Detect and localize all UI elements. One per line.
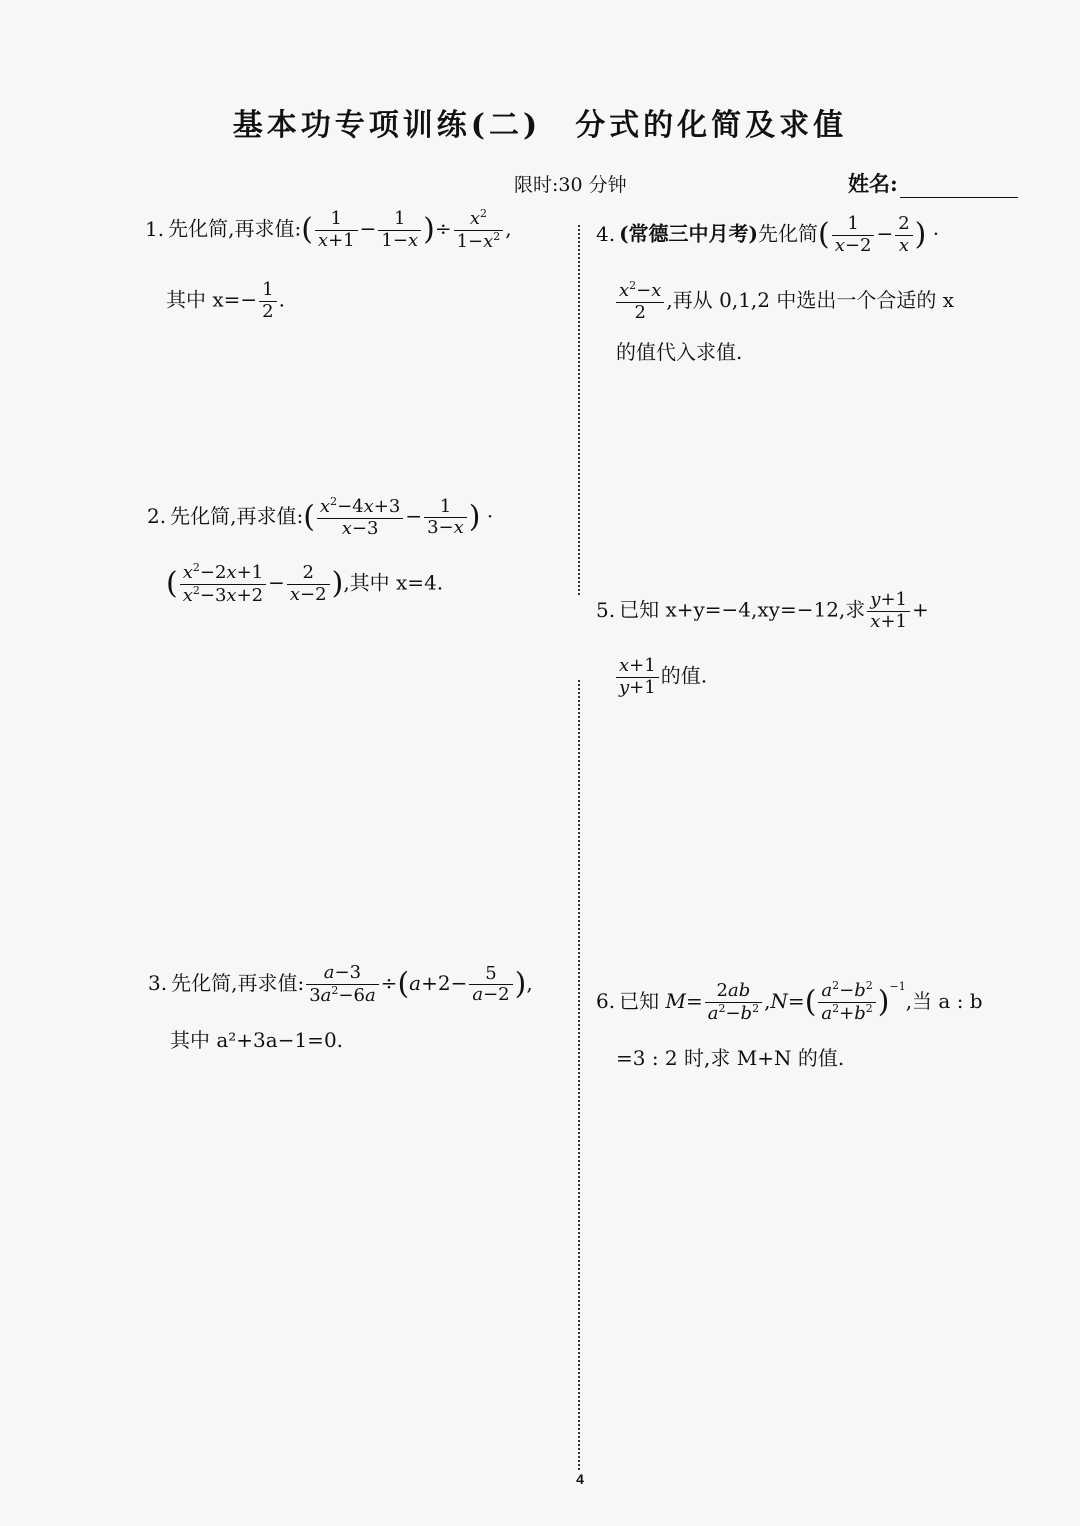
- question-6-line2: =3 : 2 时,求 M+N 的值.: [616, 1046, 845, 1070]
- title-series: 基本功专项训练(二): [232, 108, 542, 143]
- question-3: 3. 先化简,再求值: $\frac{a-3}{3a^2-6a}$ ÷(a+2− $\frac{5}{a-2}$ ),: [148, 962, 533, 1006]
- fraction: $\frac{x^2-2x+1}{x^2-3x+2}$: [180, 562, 266, 606]
- title-topic: 分式的化简及求值: [575, 108, 848, 143]
- fraction: $\frac{2ab}{a^2-b^2}$: [705, 981, 762, 1024]
- question-4: 4. (常德三中月考)先化简( $\frac{1}{x-2}$ − $\frac{2}{x}$ ) ·: [596, 213, 940, 256]
- column-divider-upper: [578, 225, 580, 595]
- question-1: 1. 先化简,再求值:( $\frac{1}{x+1}$ − $\frac{1}{1-x}$ )÷ $\frac{x^2}{1-x^2}$ ,: [145, 207, 512, 252]
- question-1-condition: 其中 x=− $\frac{1}{2}$ .: [166, 279, 285, 322]
- fraction: $\frac{x^2}{1-x^2}$: [454, 208, 504, 252]
- question-6: 6. 已知 M= $\frac{2ab}{a^2-b^2}$ ,N=( $\frac{a^2-b^2}{a^2+b^2}$ )$^{-1}$,当 a : b: [596, 979, 983, 1024]
- question-3-condition: 其中 a²+3a−1=0.: [170, 1028, 344, 1052]
- question-2-line2: ( $\frac{x^2-2x+1}{x^2-3x+2}$ − $\frac{2}{x-2}$ ),其中 x=4.: [166, 561, 444, 606]
- question-5-line2: $\frac{x+1}{y+1}$ 的值.: [614, 656, 707, 698]
- question-2: 2. 先化简,再求值:( $\frac{x^2-4x+3}{x-3}$ − $\frac{1}{3-x}$ ) ·: [147, 495, 494, 539]
- question-number: 4.: [596, 221, 616, 246]
- fraction: $\frac{1}{x-2}$: [832, 214, 875, 256]
- fraction: $\frac{x^2-x}{2}$: [616, 280, 664, 323]
- name-blank-line: [900, 177, 1018, 198]
- question-number: 1.: [145, 216, 165, 241]
- question-instruction: 先化简,再求值:: [168, 216, 302, 241]
- name-label: 姓名:: [848, 171, 898, 196]
- column-divider-lower: [578, 680, 580, 1470]
- fraction: $\frac{1}{2}$: [259, 280, 276, 322]
- question-number: 5.: [596, 597, 616, 622]
- question-instruction: 已知 x+y=−4,xy=−12,求: [619, 597, 866, 622]
- fraction: $\frac{1}{1-x}$: [378, 209, 421, 251]
- question-5: 5. 已知 x+y=−4,xy=−12,求 $\frac{y+1}{x+1}$ +: [596, 589, 929, 632]
- fraction: $\frac{1}{x+1}$: [315, 209, 358, 251]
- page-number: 4: [576, 1471, 584, 1487]
- fraction: $\frac{x^2-4x+3}{x-3}$: [317, 496, 403, 539]
- fraction: $\frac{a^2-b^2}{a^2+b^2}$: [818, 980, 875, 1024]
- fraction: $\frac{y+1}{x+1}$: [867, 590, 910, 632]
- fraction: $\frac{1}{3-x}$: [424, 497, 467, 539]
- question-4-line2: $\frac{x^2-x}{2}$ ,再从 0,1,2 中选出一个合适的 x: [614, 280, 954, 323]
- question-source: (常德三中月考): [619, 221, 759, 246]
- fraction: $\frac{x+1}{y+1}$: [616, 656, 659, 698]
- fraction: $\frac{2}{x-2}$: [287, 563, 330, 605]
- question-instruction: 先化简: [758, 221, 819, 246]
- question-condition: ,其中 x=4.: [343, 570, 444, 595]
- question-number: 6.: [596, 989, 616, 1013]
- question-number: 2.: [147, 504, 167, 529]
- fraction: $\frac{2}{x}$: [895, 214, 912, 256]
- question-number: 3.: [148, 971, 168, 996]
- time-limit: 限时:30 分钟: [514, 174, 627, 196]
- fraction: $\frac{a-3}{3a^2-6a}$: [306, 963, 378, 1006]
- name-field: [848, 168, 1018, 198]
- page-title: [0, 100, 1080, 144]
- fraction: $\frac{5}{a-2}$: [469, 964, 512, 1006]
- question-instruction: 已知: [619, 989, 660, 1013]
- question-instruction: 先化简,再求值:: [170, 504, 304, 529]
- question-instruction: 先化简,再求值:: [171, 971, 305, 996]
- question-4-line3: 的值代入求值.: [616, 340, 743, 364]
